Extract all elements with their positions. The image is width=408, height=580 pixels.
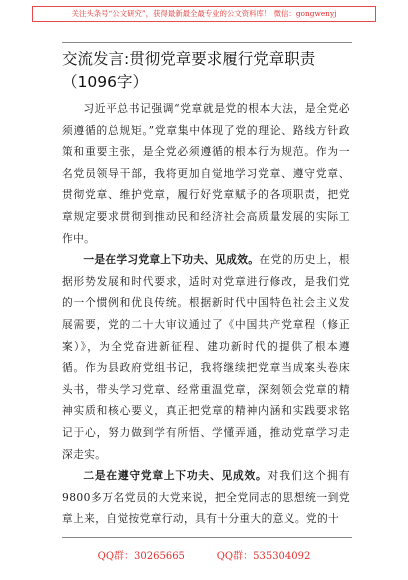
paragraph-text: 对我们这个拥有9800多万名党员的大党来说，把全党同志的思想统一到党章上来，自觉按党章行动，具有十分重大的意义。党的十 xyxy=(62,469,350,526)
paragraph-lead: 一是在学习党章上下功夫、见成效。 xyxy=(83,253,260,267)
footer-rule xyxy=(62,537,352,538)
footer-qq-groups: QQ群：30265665 QQ群：535304092 xyxy=(97,551,311,562)
paragraph xyxy=(62,98,350,249)
paragraph xyxy=(62,465,350,530)
document-title: 交流发言:贯彻党章要求履行党章职责（1096字） xyxy=(62,50,316,91)
paragraph-text: 在党的历史上，根据形势发展和时代要求，适时对党章进行修改，是我们党的一个惯例和优良传统。根据新时代中国特色社会主义发展需要，党的二十大审议通过了《中国共产党章程（修正案）》，为全党奋进新征程、建功新时代的提供了根本遵循。作为县政府党组书记，我将继续把党章当成案头卷床头书，带头学习党章、经常重温党章，深刻领会党章的精神实质和核心要义，真正把党章的精神内涵和实践要求铭记于心，努力做到学有所悟、学懂弄通，推动党章学习走深走实。 xyxy=(62,253,350,461)
paragraph xyxy=(62,249,350,465)
header-banner: 关注头条号“公文研究”，获得最新最全最专业的公文资料库！ 微信：gongwenyj xyxy=(32,6,376,22)
document-body xyxy=(62,98,350,530)
header-rule xyxy=(62,42,352,43)
paragraph-lead: 二是在遵守党章上下功夫、见成效。 xyxy=(83,469,268,483)
paragraph-text: 习近平总书记强调“党章就是党的根本大法，是全党必须遵循的总规矩。”党章集中体现了党的理论、路线方针政策和重要主张，是全党必须遵循的根本行为规范。作为一名党员领导干部，我将更加自觉地学习党章、遵守党章、贯彻党章、维护党章，履行好党章赋予的各项职责，把党章规定要求贯彻到推动民和经济社会高质量发展的实际工作中。 xyxy=(62,102,350,245)
